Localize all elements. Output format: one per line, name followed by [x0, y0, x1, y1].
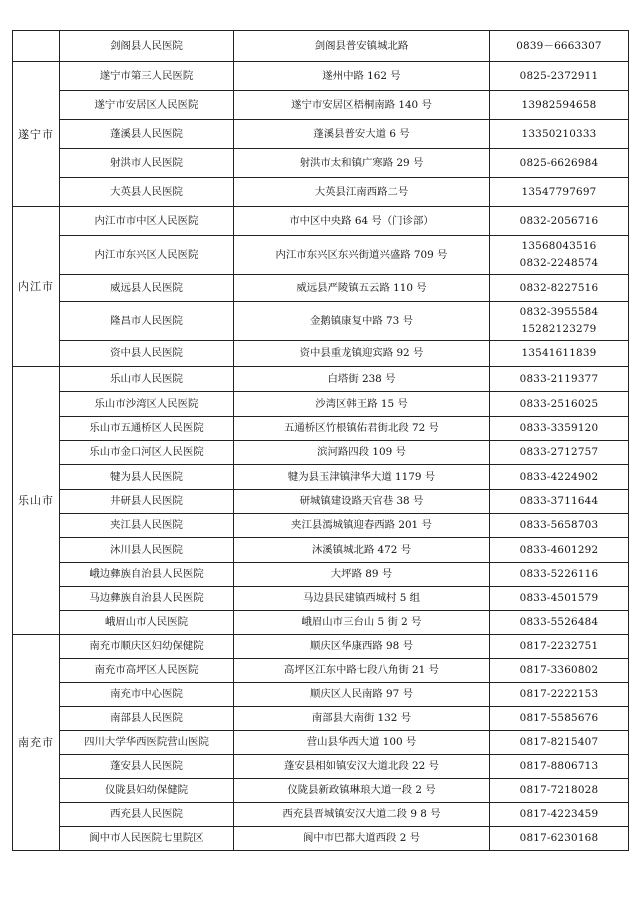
city-cell [13, 31, 60, 62]
table-row [13, 149, 629, 178]
hospital-name-cell: 夹江县人民医院 [60, 514, 234, 538]
table-row [13, 178, 629, 207]
address-cell: 蓬溪县普安大道 6 号 [234, 120, 490, 149]
phone-number: 0839－6663307 [516, 39, 602, 52]
phone-number: 0833-4601292 [519, 543, 599, 556]
hospital-name-cell: 资中县人民医院 [60, 341, 234, 367]
phone-cell [490, 683, 629, 707]
table-row [13, 587, 629, 611]
hospital-name-cell: 南部县人民医院 [60, 707, 234, 731]
table-row [13, 755, 629, 779]
hospital-name-cell: 大英县人民医院 [60, 178, 234, 207]
phone-cell [490, 635, 629, 659]
address-cell: 夹江县漹城镇迎春西路 201 号 [234, 514, 490, 538]
phone-cell [490, 611, 629, 635]
address-cell: 剑阁县普安镇城北路 [234, 31, 490, 62]
phone-number: 0817-4223459 [519, 808, 599, 820]
city-cell: 南充市 [13, 635, 60, 851]
table-row [13, 302, 629, 341]
address-cell: 阆中市巴都大道西段 2 号 [234, 827, 490, 851]
table-row [13, 683, 629, 707]
hospital-name-cell: 乐山市金口河区人民医院 [60, 441, 234, 465]
phone-cell [490, 587, 629, 611]
hospital-name-cell: 蓬安县人民医院 [60, 755, 234, 779]
address-cell: 蓬安县相如镇安汉大道北段 22 号 [234, 755, 490, 779]
hospital-name-cell: 马边彝族自治县人民医院 [60, 587, 234, 611]
table-row [13, 367, 629, 392]
address-cell: 顺庆区华康西路 98 号 [234, 635, 490, 659]
table-row [13, 417, 629, 441]
address-cell: 资中县重龙镇迎宾路 92 号 [234, 341, 490, 367]
hospital-name-cell: 遂宁市安居区人民医院 [60, 91, 234, 120]
hospital-name-cell: 南充市中心医院 [60, 683, 234, 707]
phone-cell [490, 275, 629, 302]
phone-number: 0833-2516025 [519, 397, 599, 410]
hospital-name-cell: 内江市市中区人民医院 [60, 207, 234, 236]
phone-cell [490, 779, 629, 803]
hospital-name-cell: 峨眉山市人民医院 [60, 611, 234, 635]
table-row [13, 538, 629, 563]
phone-cell [490, 803, 629, 827]
address-cell: 顺庆区人民南路 97 号 [234, 683, 490, 707]
phone-number: 0832-2248574 [519, 257, 599, 269]
address-cell: 市中区中央路 64 号（门诊部） [234, 207, 490, 236]
table-row [13, 490, 629, 514]
phone-cell [490, 563, 629, 587]
hospital-name-cell: 西充县人民医院 [60, 803, 234, 827]
hospital-name-cell: 射洪市人民医院 [60, 149, 234, 178]
phone-number: 0833-2712757 [519, 446, 599, 458]
phone-number: 13568043516 [521, 240, 597, 252]
table-row [13, 392, 629, 417]
hospital-name-cell: 威远县人民医院 [60, 275, 234, 302]
hospital-table-body [13, 31, 629, 851]
table-row [13, 465, 629, 490]
phone-number: 0817-6230168 [519, 832, 599, 844]
phone-cell [490, 514, 629, 538]
hospital-name-cell: 沐川县人民医院 [60, 538, 234, 563]
phone-number: 13541611839 [521, 347, 597, 359]
phone-number: 0832-8227516 [519, 281, 599, 294]
phone-cell [490, 755, 629, 779]
phone-cell [490, 707, 629, 731]
hospital-name-cell: 峨边彝族自治县人民医院 [60, 563, 234, 587]
phone-number: 0817-5585676 [519, 712, 599, 724]
hospital-name-cell: 井研县人民医院 [60, 490, 234, 514]
address-cell: 滨河路四段 109 号 [234, 441, 490, 465]
phone-number: 0817-2222153 [519, 688, 599, 700]
phone-cell [490, 120, 629, 149]
table-row [13, 275, 629, 302]
phone-cell [490, 538, 629, 563]
table-row [13, 236, 629, 275]
address-cell: 研城镇建设路天官巷 38 号 [234, 490, 490, 514]
table-row [13, 341, 629, 367]
phone-number: 0825-6626984 [519, 156, 599, 169]
phone-number: 0817-8215407 [519, 736, 599, 748]
hospital-name-cell: 剑阁县人民医院 [60, 31, 234, 62]
address-cell: 大英县江南西路二号 [234, 178, 490, 207]
city-cell: 乐山市 [13, 367, 60, 635]
address-cell: 高坪区江东中路七段八角街 21 号 [234, 659, 490, 683]
phone-cell [490, 367, 629, 392]
table-row [13, 120, 629, 149]
address-cell: 仪陇县新政镇琳琅大道一段 2 号 [234, 779, 490, 803]
phone-cell [490, 827, 629, 851]
address-cell: 沐溪镇城北路 472 号 [234, 538, 490, 563]
phone-number: 0833-3359120 [519, 422, 599, 434]
phone-cell [490, 490, 629, 514]
address-cell: 内江市东兴区东兴街道兴盛路 709 号 [234, 236, 490, 275]
phone-number: 0833-5658703 [519, 519, 599, 531]
phone-number: 0817-7218028 [519, 784, 599, 796]
phone-cell [490, 236, 629, 275]
phone-number: 0825-2372911 [519, 69, 599, 82]
phone-cell [490, 302, 629, 341]
phone-cell [490, 341, 629, 367]
address-cell: 威远县严陵镇五云路 110 号 [234, 275, 490, 302]
hospital-name-cell: 阆中市人民医院七里院区 [60, 827, 234, 851]
table-row [13, 803, 629, 827]
phone-cell [490, 207, 629, 236]
hospital-name-cell: 乐山市沙湾区人民医院 [60, 392, 234, 417]
phone-cell [490, 441, 629, 465]
address-cell: 白塔街 238 号 [234, 367, 490, 392]
table-row [13, 635, 629, 659]
table-row [13, 659, 629, 683]
hospital-name-cell: 犍为县人民医院 [60, 465, 234, 490]
address-cell: 南部县大南街 132 号 [234, 707, 490, 731]
hospital-name-cell: 仪陇县妇幼保健院 [60, 779, 234, 803]
hospital-name-cell: 内江市东兴区人民医院 [60, 236, 234, 275]
phone-cell [490, 31, 629, 62]
table-row [13, 827, 629, 851]
city-cell: 内江市 [13, 207, 60, 367]
table-row [13, 441, 629, 465]
city-cell: 遂宁市 [13, 62, 60, 207]
table-row [13, 563, 629, 587]
phone-cell [490, 178, 629, 207]
hospital-name-cell: 蓬溪县人民医院 [60, 120, 234, 149]
phone-number: 15282123279 [521, 323, 597, 335]
phone-number: 0833-5226116 [519, 568, 599, 580]
table-row [13, 611, 629, 635]
phone-number: 13982594658 [521, 98, 597, 111]
phone-number: 0833-2119377 [519, 372, 599, 385]
table-row [13, 514, 629, 538]
phone-number: 0833-3711644 [519, 495, 599, 507]
address-cell: 五通桥区竹根镇佑君街北段 72 号 [234, 417, 490, 441]
phone-number: 0833-4224902 [519, 470, 599, 483]
hospital-name-cell: 乐山市人民医院 [60, 367, 234, 392]
phone-cell [490, 659, 629, 683]
address-cell: 西充县晋城镇安汉大道二段 9 8 号 [234, 803, 490, 827]
phone-cell [490, 417, 629, 441]
address-cell: 犍为县玉津镇津华大道 1179 号 [234, 465, 490, 490]
phone-number: 0833-4501579 [519, 592, 599, 604]
phone-number: 0817-3360802 [519, 664, 599, 676]
phone-number: 0833-5526484 [519, 616, 599, 628]
address-cell: 大坪路 89 号 [234, 563, 490, 587]
table-row [13, 779, 629, 803]
phone-cell [490, 149, 629, 178]
address-cell: 遂宁市安居区梧桐南路 140 号 [234, 91, 490, 120]
hospital-name-cell: 南充市顺庆区妇幼保健院 [60, 635, 234, 659]
hospital-name-cell: 四川大学华西医院营山医院 [60, 731, 234, 755]
address-cell: 营山县华西大道 100 号 [234, 731, 490, 755]
phone-number: 0817-2232751 [519, 640, 599, 652]
phone-number: 0817-8806713 [519, 760, 599, 772]
phone-cell [490, 731, 629, 755]
phone-number: 13350210333 [521, 127, 597, 140]
phone-cell [490, 62, 629, 91]
address-cell: 射洪市太和镇广寒路 29 号 [234, 149, 490, 178]
phone-number: 0832-2056716 [519, 214, 599, 227]
address-cell: 遂州中路 162 号 [234, 62, 490, 91]
address-cell: 沙湾区韩王路 15 号 [234, 392, 490, 417]
table-row [13, 207, 629, 236]
hospital-name-cell: 隆昌市人民医院 [60, 302, 234, 341]
hospital-name-cell: 南充市高坪区人民医院 [60, 659, 234, 683]
address-cell: 峨眉山市三台山 5 街 2 号 [234, 611, 490, 635]
hospital-name-cell: 乐山市五通桥区人民医院 [60, 417, 234, 441]
table-row [13, 731, 629, 755]
table-row [13, 62, 629, 91]
hospital-name-cell: 遂宁市第三人民医院 [60, 62, 234, 91]
phone-number: 13547797697 [521, 185, 597, 198]
phone-cell [490, 465, 629, 490]
phone-cell [490, 91, 629, 120]
address-cell: 马边县民建镇西城村 5 组 [234, 587, 490, 611]
address-cell: 金鹅镇康复中路 73 号 [234, 302, 490, 341]
table-row [13, 31, 629, 62]
table-row [13, 707, 629, 731]
hospital-table [12, 30, 629, 851]
table-row [13, 91, 629, 120]
phone-cell [490, 392, 629, 417]
phone-number: 0832-3955584 [519, 306, 599, 318]
